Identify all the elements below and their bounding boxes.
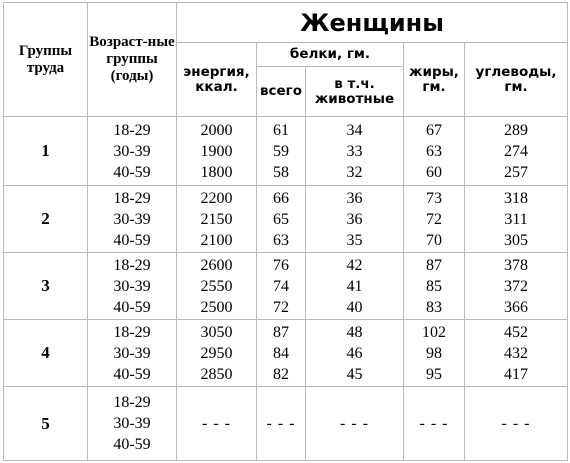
energy-value: 1800	[200, 163, 233, 181]
table-row	[4, 186, 568, 253]
protein-animal-cell	[306, 186, 404, 253]
group-number: 4	[4, 320, 88, 387]
energy-value: 3050	[200, 323, 233, 341]
fats-value: 95	[426, 365, 442, 383]
fats-value: 60	[426, 163, 442, 181]
protein-total-value: 72	[273, 298, 289, 316]
protein-animal-value: 36	[346, 210, 363, 228]
energy-value: 2000	[200, 121, 233, 139]
fats-value: 70	[426, 231, 442, 249]
header-protein-total: всего	[257, 67, 306, 117]
carbs-value: 366	[504, 298, 529, 316]
age-value: 18-29	[113, 394, 151, 411]
energy-value: 2100	[200, 231, 233, 249]
energy-cell	[177, 320, 257, 387]
protein-total-value: 74	[273, 277, 289, 295]
protein-animal-cell	[306, 253, 404, 320]
energy-cell	[177, 253, 257, 320]
protein-total-value: 59	[273, 142, 289, 160]
group-number: 5	[4, 387, 88, 461]
age-value: 30-39	[113, 344, 151, 362]
age-value: 30-39	[113, 210, 151, 228]
energy-value: 2850	[200, 365, 233, 383]
energy-value: 2600	[200, 256, 233, 274]
carbs-cell	[465, 117, 568, 186]
carbs-value: 305	[504, 231, 529, 249]
protein-total-value: 76	[273, 256, 289, 274]
carbs-value: 318	[504, 189, 529, 207]
carbs-value: 378	[504, 256, 529, 274]
header-women: Женщины	[177, 3, 568, 43]
group-number: 1	[4, 117, 88, 186]
protein-total-cell	[257, 186, 306, 253]
fats-value: 72	[426, 210, 442, 228]
age-value: 40-59	[113, 298, 151, 316]
protein-animal-value: 32	[346, 163, 363, 181]
header-energy: энергия, ккал.	[177, 43, 257, 117]
carbs-value: 417	[504, 365, 529, 383]
protein-total-value: 65	[273, 210, 289, 228]
carbs-value: 289	[504, 121, 529, 139]
header-protein-animal: в т.ч. животные	[306, 67, 404, 117]
protein-total-value: 63	[273, 231, 289, 249]
protein-total-value: 87	[273, 323, 289, 341]
age-cell	[88, 186, 177, 253]
carbs-value: 257	[504, 163, 529, 181]
fats-value: 87	[426, 256, 442, 274]
protein-animal-value: 48	[346, 323, 363, 341]
protein-animal-cell	[306, 117, 404, 186]
header-protein: белки, гм.	[257, 43, 404, 67]
age-value: 40-59	[113, 436, 151, 453]
carbs-value: 372	[504, 277, 529, 295]
age-value: 18-29	[113, 323, 151, 341]
fats-value: 73	[426, 189, 442, 207]
carbs-value: 274	[504, 142, 529, 160]
energy-value: 2950	[200, 344, 233, 362]
age-cell	[88, 253, 177, 320]
age-value: 40-59	[113, 365, 151, 383]
group-number: 3	[4, 253, 88, 320]
age-value: 40-59	[113, 231, 151, 249]
fats-cell	[404, 320, 465, 387]
carbs-cell	[465, 253, 568, 320]
protein-animal-value: 45	[346, 365, 363, 383]
carbs-value: 452	[504, 323, 529, 341]
protein-total-value: 84	[273, 344, 289, 362]
age-value: 40-59	[113, 163, 151, 181]
protein-animal-value: 46	[346, 344, 363, 362]
header-age-group: Возраст-ные группы (годы)	[88, 3, 177, 117]
protein-total-cell	[257, 320, 306, 387]
header-labor-group: Группы труда	[4, 3, 88, 117]
age-value: 30-39	[113, 415, 151, 432]
fats-cell	[404, 117, 465, 186]
fats-empty: - - -	[404, 387, 465, 461]
fats-value: 98	[426, 344, 442, 362]
carbs-cell	[465, 186, 568, 253]
protein-animal-value: 33	[346, 142, 363, 160]
energy-cell	[177, 186, 257, 253]
age-value: 18-29	[113, 121, 151, 139]
energy-cell	[177, 117, 257, 186]
age-cell	[88, 387, 177, 461]
protein-animal-value: 40	[346, 298, 363, 316]
header-carbs: углеводы, гм.	[465, 43, 568, 117]
carbs-value: 432	[504, 344, 529, 362]
carbs-value: 311	[504, 210, 528, 228]
fats-cell	[404, 186, 465, 253]
energy-value: 2150	[200, 210, 233, 228]
carbs-empty: - - -	[465, 387, 568, 461]
fats-cell	[404, 253, 465, 320]
protein-total-cell	[257, 117, 306, 186]
protein-total-value: 66	[273, 189, 289, 207]
fats-value: 102	[422, 323, 446, 341]
age-value: 30-39	[113, 142, 151, 160]
carbs-cell	[465, 320, 568, 387]
protein-animal-value: 41	[346, 277, 363, 295]
energy-value: 1900	[200, 142, 233, 160]
table-row	[4, 253, 568, 320]
age-value: 18-29	[113, 256, 151, 274]
protein-animal-value: 34	[346, 121, 363, 139]
protein-animal-value: 35	[346, 231, 363, 249]
age-cell	[88, 117, 177, 186]
fats-value: 83	[426, 298, 442, 316]
protein-total-cell	[257, 253, 306, 320]
protein-animal-value: 36	[346, 189, 363, 207]
protein-total-value: 58	[273, 163, 289, 181]
fats-value: 85	[426, 277, 442, 295]
age-value: 18-29	[113, 189, 151, 207]
protein-animal-cell	[306, 320, 404, 387]
group-number: 2	[4, 186, 88, 253]
energy-empty: - - -	[177, 387, 257, 461]
nutrition-table	[3, 2, 568, 461]
age-value: 30-39	[113, 277, 151, 295]
protein-total-empty: - - -	[257, 387, 306, 461]
fats-value: 67	[426, 121, 442, 139]
protein-total-value: 61	[273, 121, 289, 139]
table-row	[4, 387, 568, 461]
energy-value: 2500	[200, 298, 233, 316]
protein-total-value: 82	[273, 365, 289, 383]
header-fats: жиры, гм.	[404, 43, 465, 117]
fats-value: 63	[426, 142, 442, 160]
energy-value: 2200	[200, 189, 233, 207]
table-row	[4, 117, 568, 186]
protein-animal-empty: - - -	[306, 387, 404, 461]
protein-animal-value: 42	[346, 256, 363, 274]
age-cell	[88, 320, 177, 387]
energy-value: 2550	[200, 277, 233, 295]
table-row	[4, 320, 568, 387]
